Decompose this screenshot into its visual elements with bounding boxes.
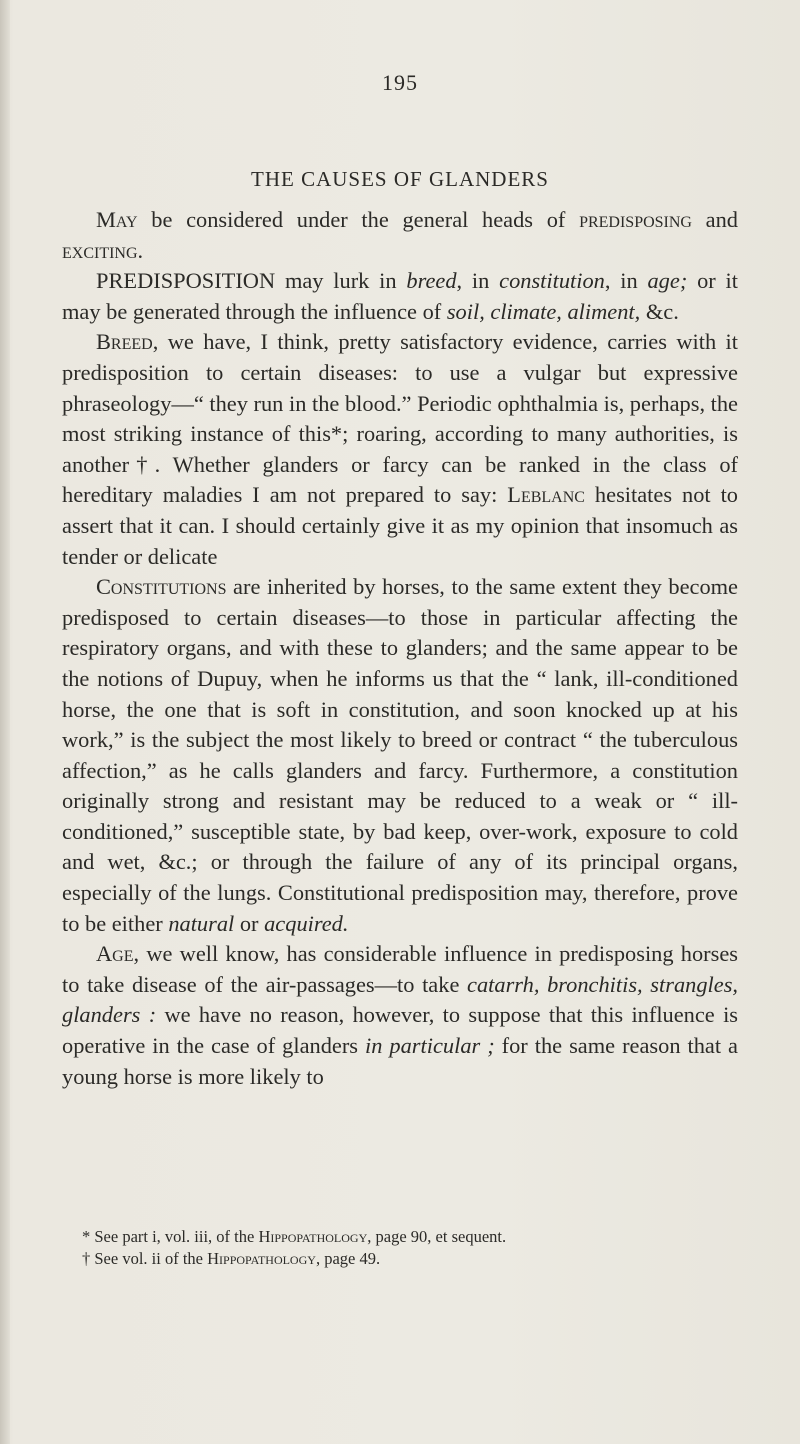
paragraph-3: Breed, we have, I think, pretty satisfactory evidence, carries with it predisposition to certain diseases: to use a vulgar but expressive phraseology—“ they run in the blood.” Periodic ophthalmia is, perhaps, the most striking instance of this*; roaring, according to many authorities, is another†. Whether glanders or farcy can be ranked in the class of hereditary maladies I am not prepared to say: Leblanc hesitates not to assert that it can. I should certainly give it as my opinion that insomuch as tender or delicate bbox=[62, 329, 738, 569]
body-text bbox=[62, 205, 738, 1092]
paragraph-1: May be considered under the general heads of predisposing and exciting. bbox=[62, 207, 739, 263]
paragraph-5: Age, we well know, has considerable influence in predisposing horses to take disease of the air-passages—to take catarrh, bronchitis, strangles, glanders : we have no reason, however, to suppose that this influence is operative in the case of glanders in particular ; for the same reason that a young horse is more likely to bbox=[62, 941, 739, 1089]
footnote-2: † See vol. ii of the Hippopathology, page 49. bbox=[82, 1249, 381, 1268]
footnote-1: * See part i, vol. iii, of the Hippopathology, page 90, et sequent. bbox=[82, 1227, 507, 1246]
chapter-title: THE CAUSES OF GLANDERS bbox=[251, 167, 549, 191]
paragraph-5-lead: Age bbox=[96, 941, 134, 967]
footnotes bbox=[62, 1226, 738, 1270]
page-number: 195 bbox=[382, 70, 418, 95]
paragraph-4: Constitutions are inherited by horses, to the same extent they become predisposed to certain diseases—to those in particular affecting the respiratory organs, and with these to glanders; and the same appear to be the notions of Dupuy, when he informs us that the “ lank, ill-conditioned horse, the one that is soft in constitution, and soon knocked up at his work,” is the subject the most likely to breed or contract “ the tuberculous affection,” as he calls glanders and farcy. Furthermore, a constitution originally strong and resistant may be reduced to a weak or “ ill-conditioned,” susceptible state, by bad keep, over-work, exposure to cold and wet, &c.; or through the failure of any of its principal organs, especially of the lungs. Constitutional predisposition may, therefore, prove to be either natural or acquired. bbox=[62, 574, 738, 936]
page-binding-shadow bbox=[0, 0, 10, 1444]
paragraph-3-lead: Breed bbox=[96, 329, 153, 355]
paragraph-4-lead: Constitutions bbox=[96, 574, 227, 600]
paragraph-1-lead: May bbox=[96, 207, 138, 232]
paragraph-2: PREDISPOSITION may lurk in breed, in constitution, in age; or it may be generated through the influence of soil, climate, aliment, &c. bbox=[62, 268, 738, 324]
paragraph-2-lead: PREDISPOSITION bbox=[96, 268, 276, 294]
